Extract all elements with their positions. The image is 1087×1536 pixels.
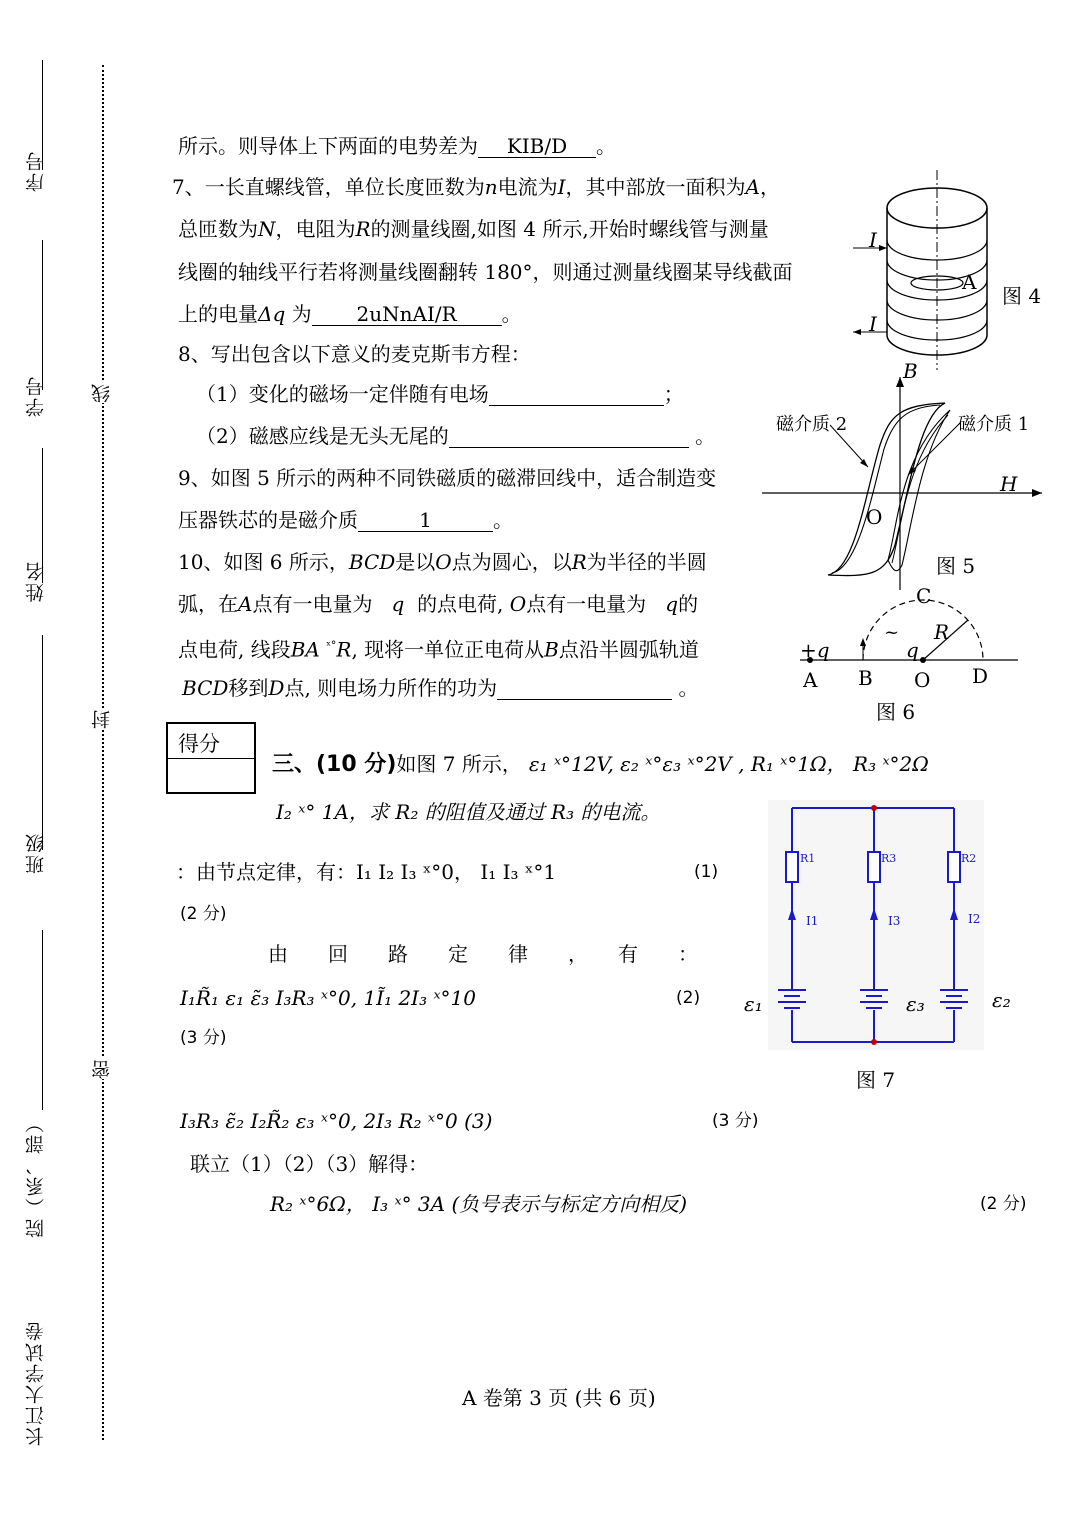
q6-tail: 所示。则导体上下两面的电势差为 KIB/D 。 [178, 134, 616, 158]
fig7-R2: R2 [961, 852, 977, 865]
fig7-e3: ε₃ [906, 992, 925, 1016]
fig4-A: A [962, 270, 977, 294]
fig6-B: B [858, 666, 873, 690]
fig6-R: R [934, 620, 950, 644]
fig7-caption: 图 7 [856, 1068, 896, 1092]
fig7-I3: I3 [888, 914, 901, 928]
fig4-I-top: I [869, 228, 877, 252]
fig6-D: D [972, 664, 989, 688]
fig5-m1: 磁介质 1 [958, 414, 1030, 435]
fig5-O: O [866, 505, 883, 529]
margin-xingming: 姓名 [25, 560, 47, 602]
margin-yuan: 院（系、部） [25, 1112, 47, 1238]
margin-banji: 班级 [25, 832, 47, 874]
score-box [166, 722, 256, 794]
fig5-H: H [1000, 472, 1018, 496]
fig6-O: O [914, 668, 931, 692]
margin-line-2 [42, 240, 43, 390]
q10-line3: 点电荷, 线段BA $^{ˣ^\circ}$R, 现将一单位正电荷从B点沿半圆弧轨道 [178, 637, 699, 662]
q8-item1: （1）变化的磁场一定伴随有电场 ； [196, 382, 684, 406]
fig5-B: B [903, 359, 918, 383]
q7-line4: 上的电量Δq 为 2uNnAI/R 。 [178, 302, 522, 326]
q10-line4: BCD移到D点, 则电场力所作的功为 。 [182, 676, 699, 700]
fig7-R3: R3 [881, 852, 897, 865]
q9-line2: 压器铁芯的是磁介质 1 。 [178, 508, 513, 532]
binding-xian: 线 [88, 382, 115, 403]
margin-school: 长江大学试卷 [25, 1320, 47, 1446]
solution-s4-pts: (3 分) [712, 1111, 759, 1131]
solution-s6-pts: (2 分) [980, 1194, 1027, 1214]
page-footer: A 卷第 3 页 (共 6 页) [462, 1386, 656, 1410]
q10-line1: 10、如图 6 所示，BCD是以O点为圆心，以R为半径的半圆 [178, 550, 707, 574]
margin-line-1 [42, 60, 43, 170]
q9-line1: 9、如图 5 所示的两种不同铁磁质的磁滞回线中，适合制造变 [178, 466, 717, 490]
fig4-caption: 图 4 [1002, 284, 1042, 308]
fig6-plus-q: +q [800, 638, 830, 662]
score-box-divider [168, 758, 254, 759]
q3-header: 三、(10 分)如图 7 所示， ε₁ ˣ°12V, ε₂ ˣ°ε₃ ˣ°2V , R₁ ˣ°1Ω， R₃ ˣ°2Ω [272, 752, 929, 777]
q8-title: 8、写出包含以下意义的麦克斯韦方程： [178, 342, 531, 366]
q8-item2: （2）磁感应线是无头无尾的 。 [196, 424, 716, 448]
q10-line2: 弧，在A点有一电量为 q 的点电荷, O点有一电量为 q的 [178, 592, 699, 616]
margin-line-4 [42, 635, 43, 850]
fig7-e1: ε₁ [744, 992, 763, 1016]
q3-title: 三、(10 分) [272, 752, 397, 777]
solution-s2: 由 回 路 定 律 ， 有 ： [268, 942, 698, 966]
solution-s3-num: (2) [676, 988, 701, 1008]
fig6-A: A [803, 668, 818, 692]
fig6-C: C [916, 584, 932, 608]
fig6-tilde: ~ [884, 622, 900, 643]
margin-xuehao: 学号 [25, 375, 47, 417]
q7-line1: 7、一长直螺线管，单位长度匝数为n电流为I，其中部放一面积为A， [172, 175, 780, 199]
fig7-e2: ε₂ [992, 988, 1011, 1012]
q3-line2: I₂ ˣ° 1A，求 R₂ 的阻值及通过 R₃ 的电流。 [276, 800, 661, 824]
q7-answer: 2uNnAI/R [312, 303, 502, 326]
q7-line2: 总匝数为N，电阻为R的测量线圈,如图 4 所示,开始时螺线管与测量 [178, 217, 769, 241]
fig4-I-bottom: I [869, 312, 877, 336]
solution-s3-pts: (3 分) [180, 1028, 227, 1048]
fig5-m2: 磁介质 2 [776, 414, 848, 435]
fig7-I2: I2 [968, 912, 981, 926]
binding-feng: 封 [88, 708, 115, 729]
fig7-I1: I1 [806, 914, 819, 928]
margin-line-3 [42, 448, 43, 583]
score-box-label: 得分 [178, 732, 220, 756]
solution-s3: I₁R̃₁ ε₁ ε̃₃ I₃R₃ ˣ°0, 1Ĩ₁ 2I₃ ˣ°10 [180, 986, 477, 1010]
q6-answer: KIB/D [478, 135, 596, 158]
binding-dotted-line [102, 65, 104, 1440]
fig7-R1: R1 [800, 852, 816, 865]
margin-line-5 [42, 930, 43, 1110]
margin-xuhao: 序号 [25, 150, 47, 192]
solution-s1-pts: (2 分) [180, 904, 227, 924]
q7-line3: 线圈的轴线平行若将测量线圈翻转 180°，则通过测量线圈某导线截面 [178, 260, 793, 284]
figure-4-solenoid [845, 170, 1045, 370]
fig6-q: q [906, 638, 919, 662]
solution-s1-num: (1) [694, 862, 719, 882]
figure-7-circuit [768, 800, 984, 1050]
fig6-caption: 图 6 [876, 700, 916, 724]
q9-answer: 1 [358, 509, 493, 532]
fig5-caption: 图 5 [936, 554, 976, 578]
solution-s4: I₃R₃ ε̃₂ I₂R̃₂ ε₃ ˣ°0, 2I₃ R₂ ˣ°0 (3) [180, 1109, 493, 1133]
solution-s6: R₂ ˣ°6Ω， I₃ ˣ° 3A (负号表示与标定方向相反) [270, 1192, 688, 1216]
solution-s1: ：由节点定律，有：I₁ I₂ I₃ ˣ°0， I₁ I₃ ˣ°1 [176, 860, 557, 884]
solution-s5: 联立（1）（2）（3）解得： [190, 1152, 429, 1176]
binding-mi: 密 [88, 1058, 115, 1079]
